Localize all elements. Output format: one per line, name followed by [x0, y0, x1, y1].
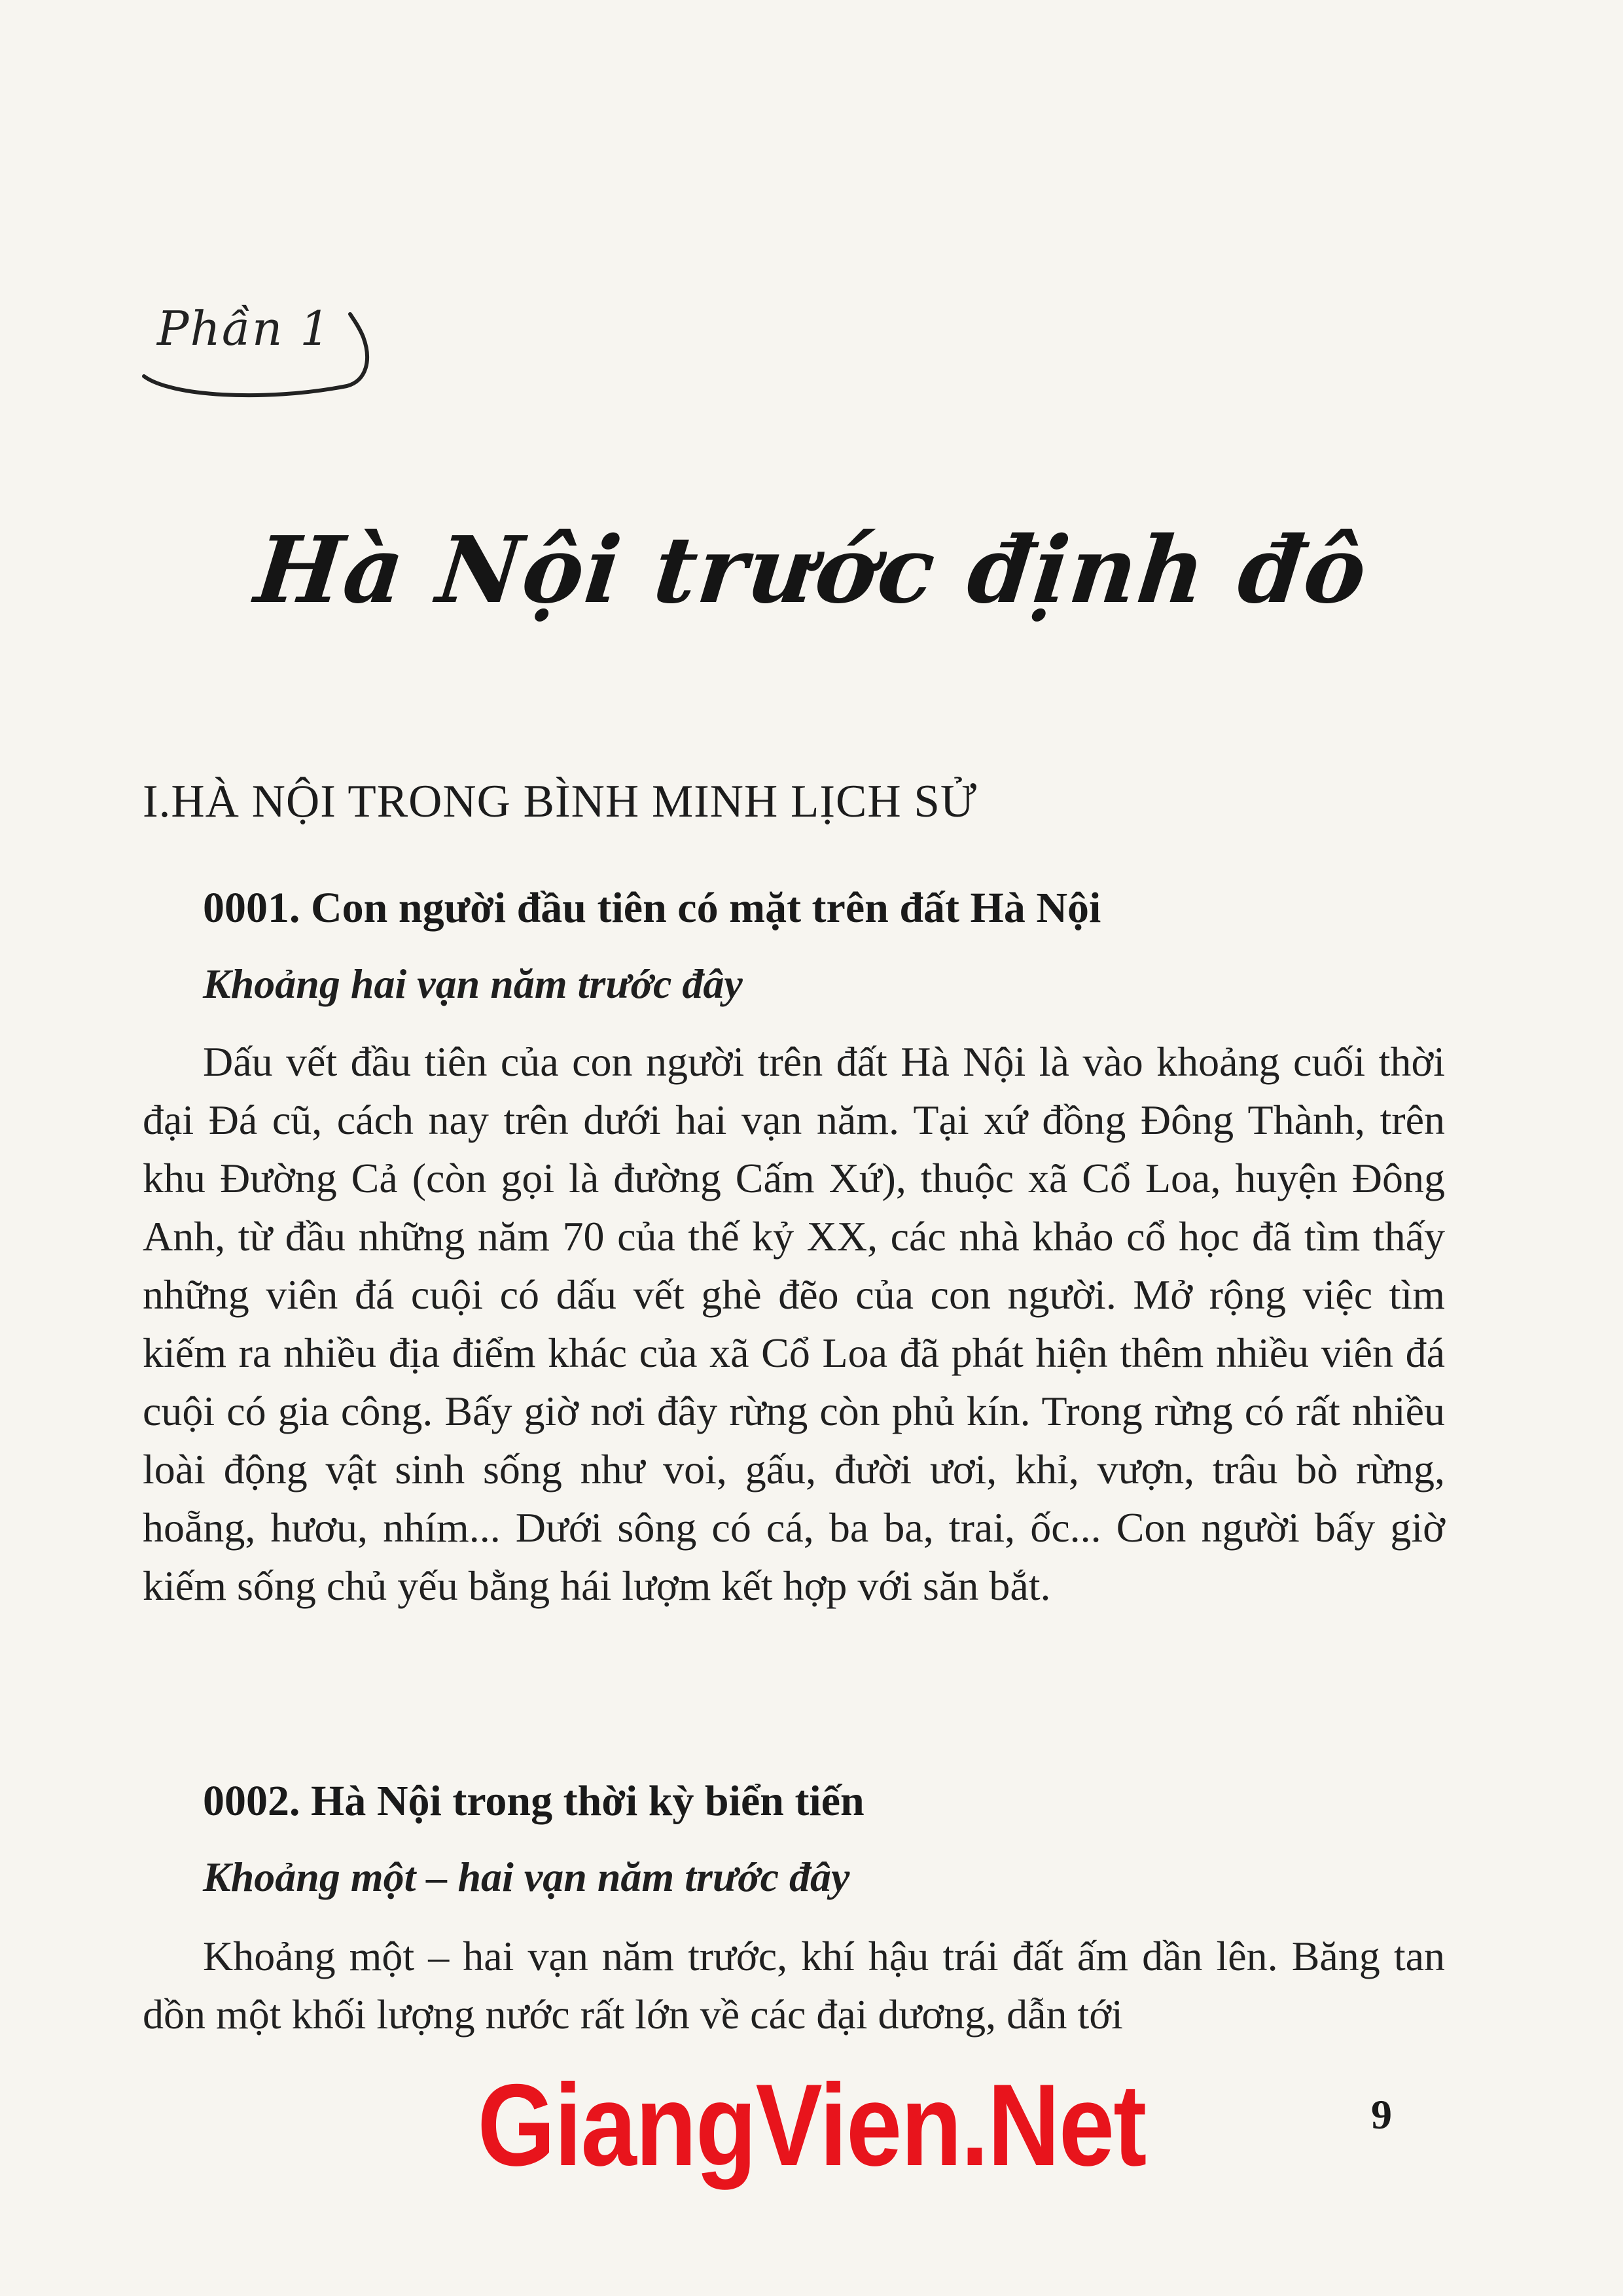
part-label: Phần 1	[157, 301, 332, 356]
entry-body: Dấu vết đầu tiên của con người trên đất Hà Nội là vào khoảng cuối thời đại Đá cũ, cách nay trên dưới hai vạn năm. Tại xứ đồng Đông Thành, trên khu Đường Cả (còn gọi là đường Cấm Xứ), thuộc xã Cổ Loa, huyện Đông Anh, từ đầu những năm 70 của thế kỷ XX, các nhà khảo cổ học đã tìm thấy những viên đá cuội có dấu vết ghè đẽo của con người. Mở rộng việc tìm kiếm ra nhiều địa điểm khác của xã Cổ Loa đã phát hiện thêm nhiều viên đá cuội có gia công. Bấy giờ nơi đây rừng còn phủ kín. Trong rừng có rất nhiều loài động vật sinh sống như voi, gấu, đười ươi, khỉ, vượn, trâu bò rừng, hoẵng, hươu, nhím... Dưới sông có cá, ba ba, trai, ốc... Con người bấy giờ kiếm sống chủ yếu bằng hái lượm kết hợp với săn bắt.	[143, 1038, 1445, 1609]
entry-date: Khoảng một – hai vạn năm trước đây	[203, 1854, 850, 1900]
part-label-tag	[131, 288, 393, 412]
chapter-title: Hà Nội trước định đô	[250, 517, 1373, 624]
watermark-logo: GiangVien.Net	[477, 2060, 1146, 2190]
entry-heading: 0002. Hà Nội trong thời kỳ biển tiến	[203, 1777, 865, 1825]
section-heading: I.HÀ NỘI TRONG BÌNH MINH LỊCH SỬ	[143, 776, 977, 827]
entry-body: Khoảng một – hai vạn năm trước, khí hậu trái đất ấm dần lên. Băng tan dồn một khối lượng nước rất lớn về các đại dương, dẫn tới	[143, 1933, 1445, 2038]
entry-date: Khoảng hai vạn năm trước đây	[203, 961, 743, 1007]
entry-heading: 0001. Con người đầu tiên có mặt trên đất Hà Nội	[203, 884, 1101, 932]
page-number: 9	[1371, 2091, 1392, 2138]
